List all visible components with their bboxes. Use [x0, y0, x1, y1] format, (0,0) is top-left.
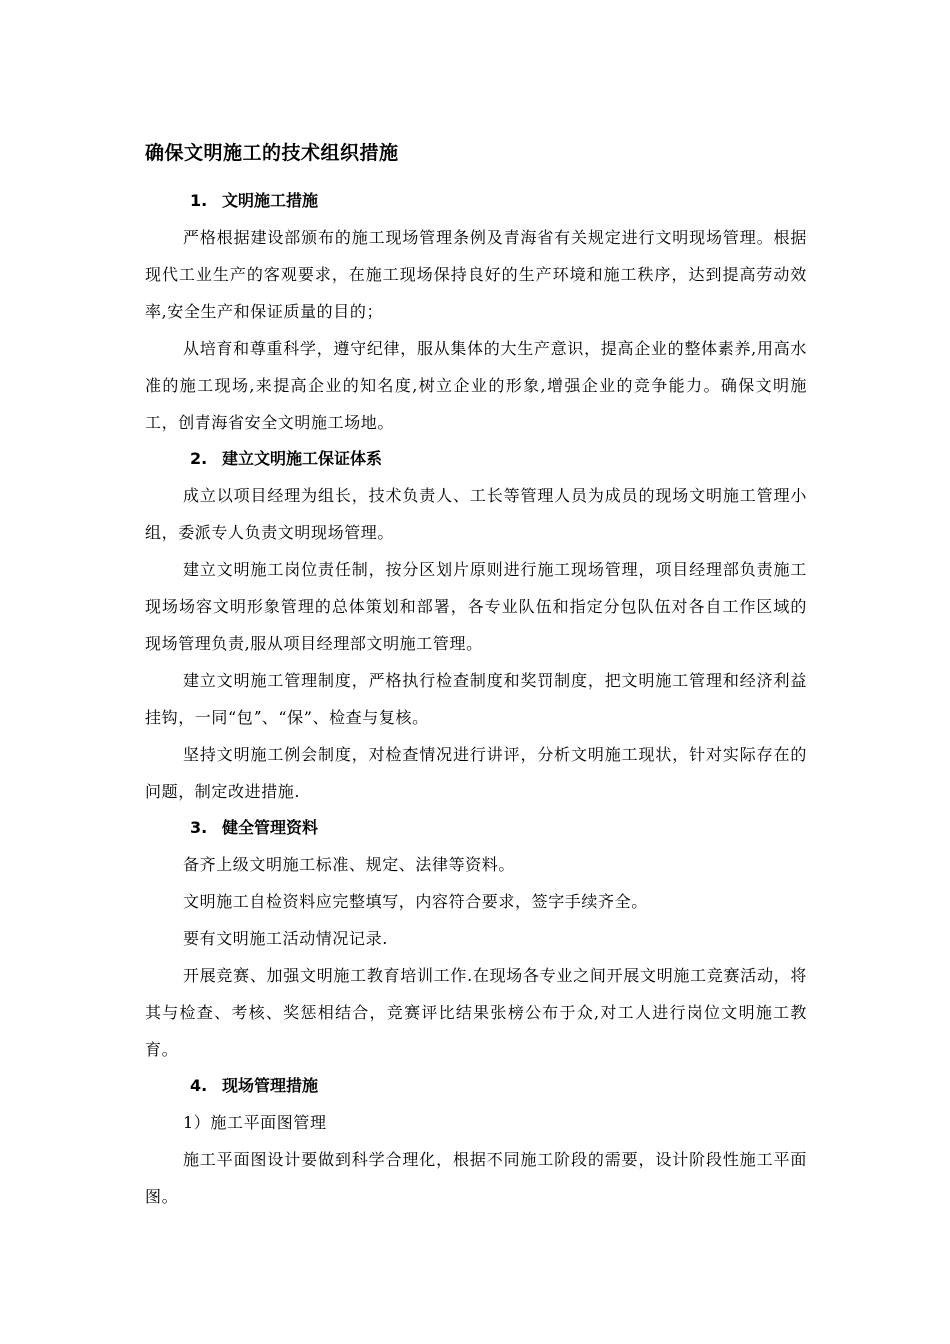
section-number: 2.	[190, 449, 208, 468]
paragraph: 严格根据建设部颁布的施工现场管理条例及青海省有关规定进行文明现场管理。根据现代工业生产的客观要求，在施工现场保持良好的生产环境和施工秩序，达到提高劳动效率,安全生产和保证质量的目的；	[145, 228, 807, 321]
sub-heading: 1）施工平面图管理	[183, 1113, 327, 1132]
paragraph: 开展竞赛、加强文明施工教育培训工作.在现场各专业之间开展文明施工竞赛活动，将其与检查、考核、奖惩相结合，竞赛评比结果张榜公布于众,对工人进行岗位文明施工教育。	[145, 966, 807, 1059]
paragraph: 施工平面图设计要做到科学合理化，根据不同施工阶段的需要，设计阶段性施工平面图。	[145, 1150, 807, 1206]
section-title: 文明施工措施	[222, 191, 319, 210]
section-2	[145, 441, 807, 810]
paragraph: 备齐上级文明施工标准、规定、法律等资料。	[183, 855, 516, 874]
section-title: 现场管理措施	[222, 1076, 319, 1095]
paragraph: 成立以项目经理为组长，技术负责人、工长等管理人员为成员的现场文明施工管理小组，委派专人负责文明现场管理。	[145, 486, 807, 542]
document-body	[145, 135, 807, 1215]
section-3	[145, 810, 807, 1068]
paragraph: 建立文明施工管理制度，严格执行检查制度和奖罚制度，把文明施工管理和经济利益挂钩，一同“包ˮ、“保”、检查与复核。	[145, 671, 807, 727]
section-title: 建立文明施工保证体系	[222, 449, 383, 468]
paragraph: 要有文明施工活动情况记录.	[183, 929, 388, 948]
section-4	[145, 1068, 807, 1215]
section-number: 1.	[190, 191, 208, 210]
section-heading	[145, 183, 807, 219]
paragraph: 建立文明施工岗位责任制，按分区划片原则进行施工现场管理，项目经理部负责施工现场场容文明形象管理的总体策划和部署，各专业队伍和指定分包队伍对各自工作区域的现场管理负责,服从项目经理部文明施工管理。	[145, 560, 807, 653]
section-title: 健全管理资料	[222, 818, 319, 837]
section-number: 3.	[190, 818, 208, 837]
section-heading	[145, 810, 807, 846]
paragraph: 文明施工自检资料应完整填写，内容符合要求，签字手续齐全。	[183, 892, 648, 911]
section-1	[145, 183, 807, 441]
section-heading	[145, 1068, 807, 1104]
paragraph: 坚持文明施工例会制度，对检查情况进行讲评，分析文明施工现状，针对实际存在的问题，制定改进措施.	[145, 745, 807, 801]
section-number: 4.	[190, 1076, 208, 1095]
paragraph: 从培育和尊重科学，遵守纪律，服从集体的大生产意识，提高企业的整体素养,用高水准的施工现场,来提高企业的知名度,树立企业的形象,增强企业的竞争能力。确保文明施工，创青海省安全文明施工场地。	[145, 339, 807, 432]
document-title: 确保文明施工的技术组织措施	[145, 142, 399, 164]
section-heading	[145, 441, 807, 477]
